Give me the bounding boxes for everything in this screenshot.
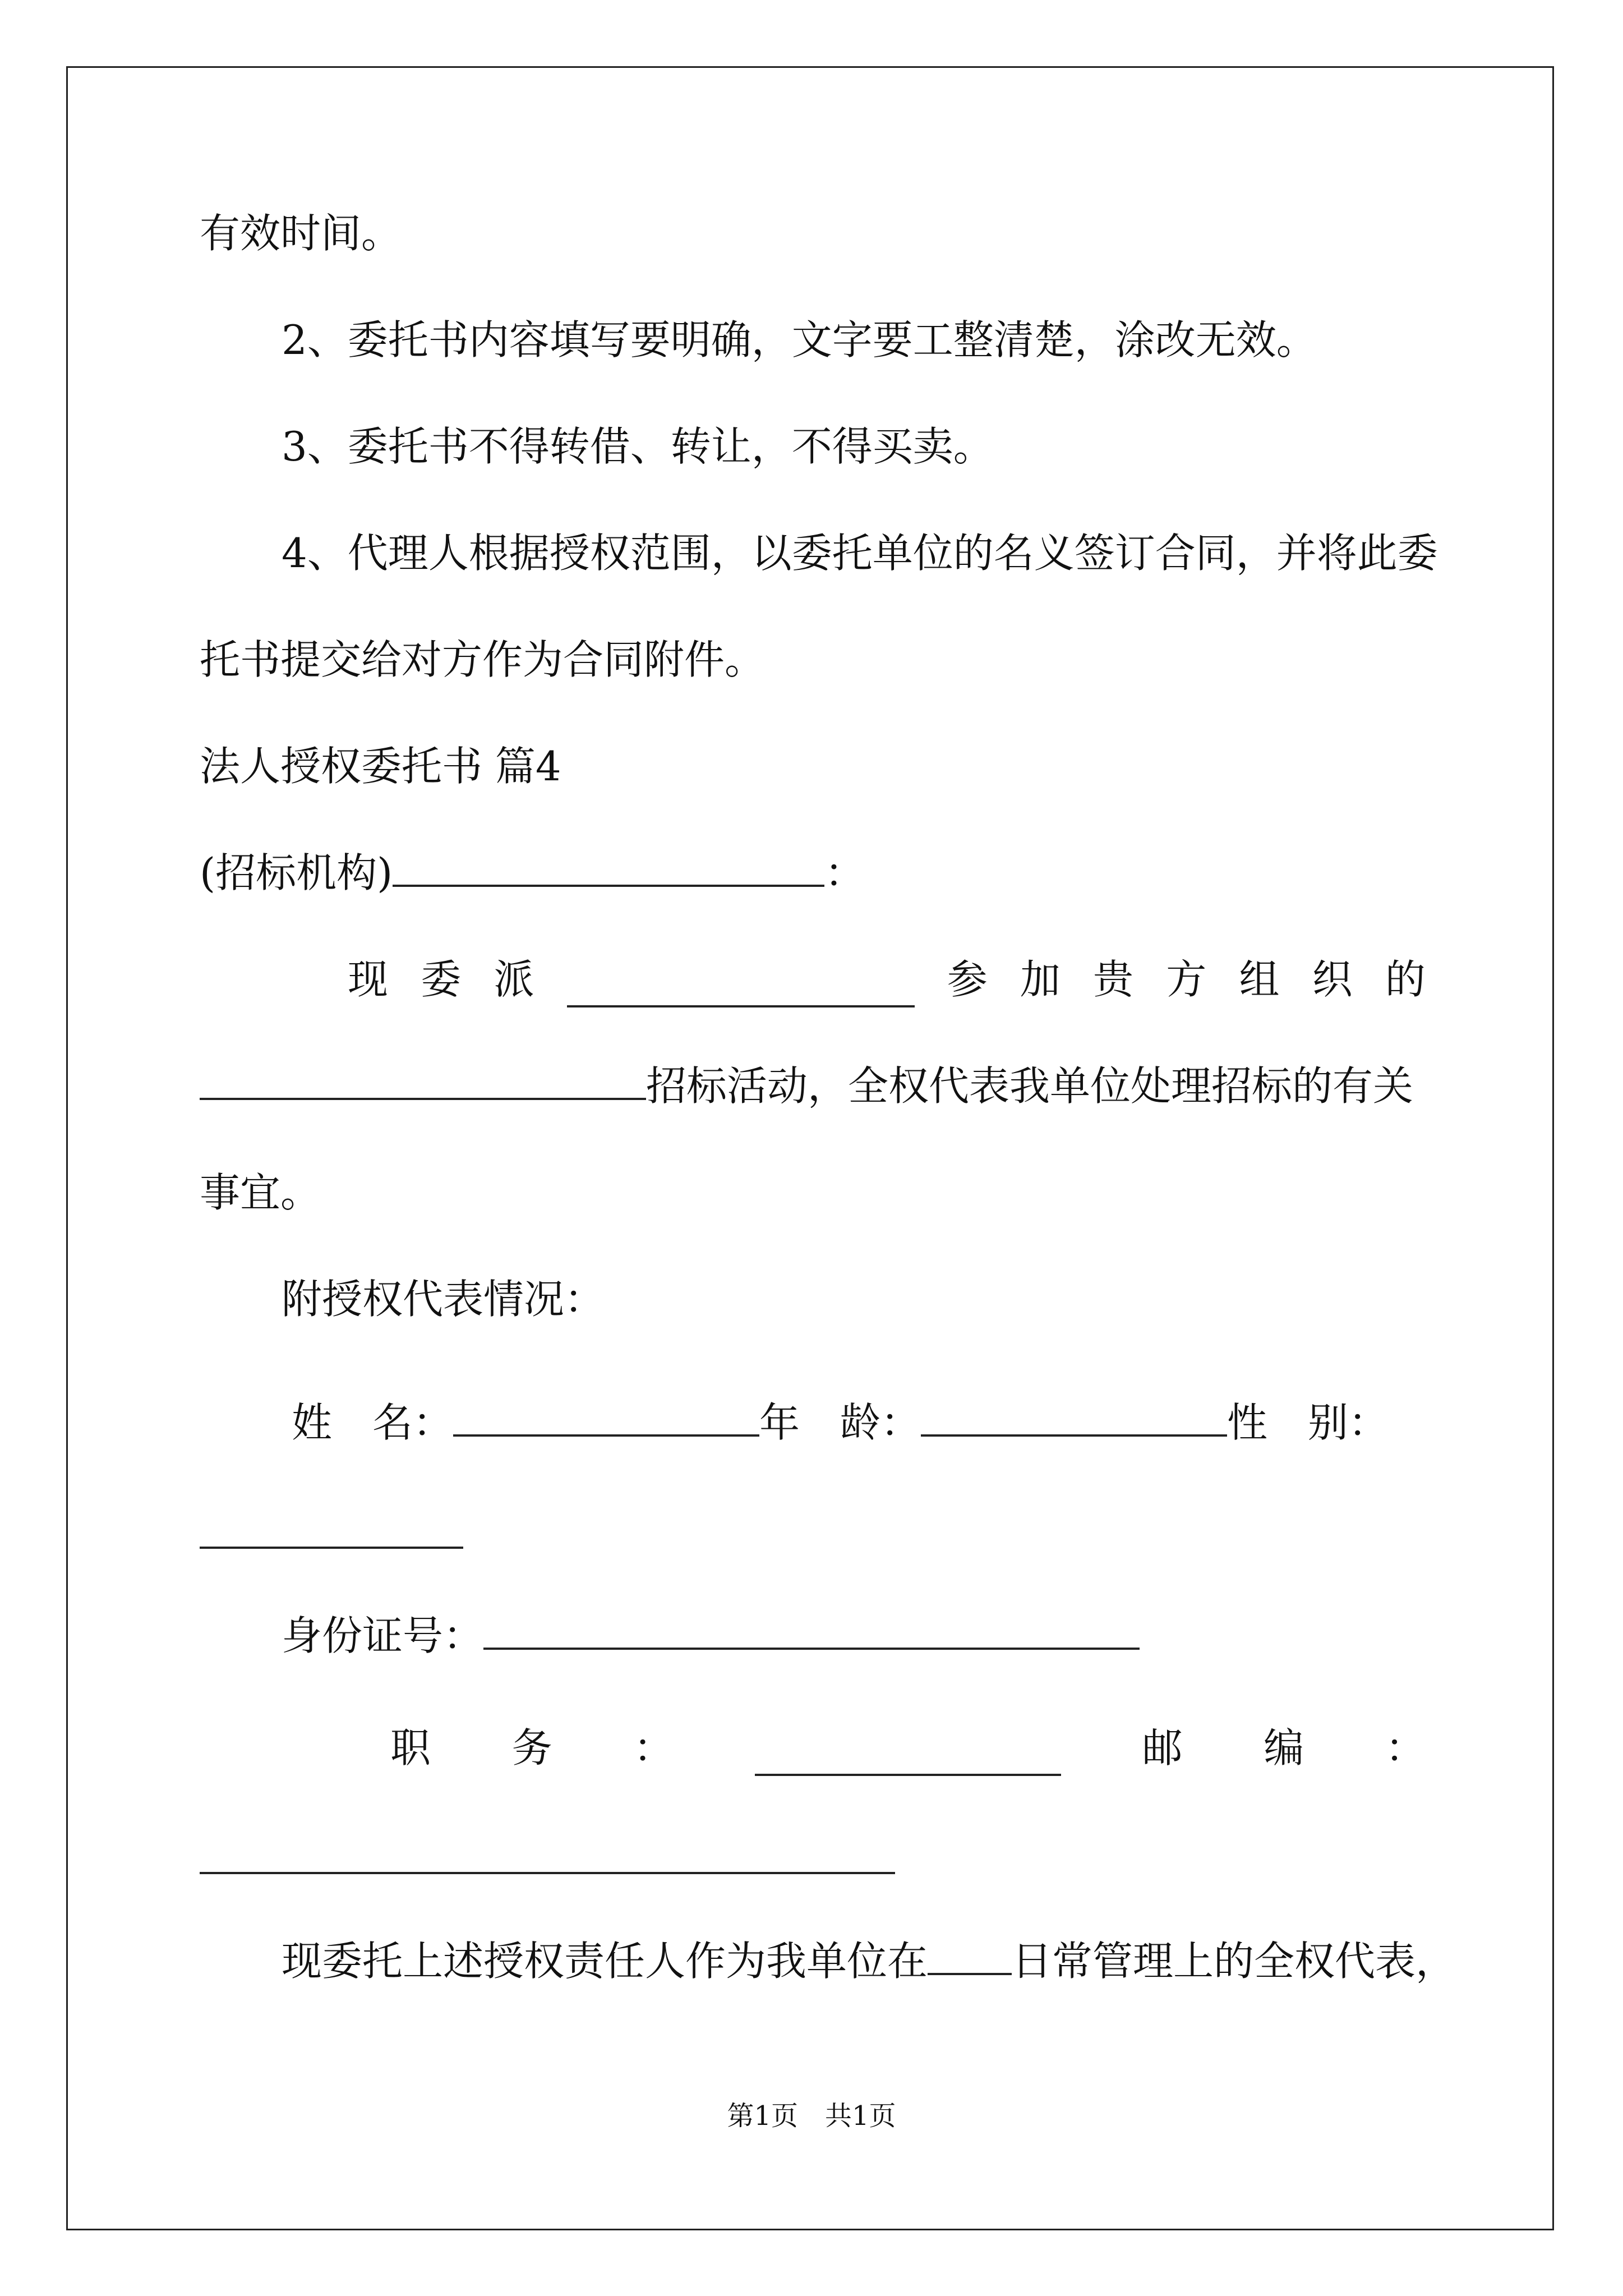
delegation-char: 现: [348, 956, 389, 1003]
addressee-line: [200, 845, 865, 901]
delegation-continued: [200, 1058, 1413, 1114]
addressee-prefix: (招标机构): [200, 849, 393, 896]
last-line-post: 日常管理上的全权代表，: [1012, 1938, 1456, 1985]
name-label: 姓 名：: [292, 1399, 454, 1446]
duty-char: 务: [511, 1724, 552, 1772]
id-line: [282, 1608, 1140, 1664]
addressee-blank[interactable]: [393, 845, 824, 887]
age-blank[interactable]: [921, 1395, 1227, 1437]
page-footer: 第1页 共1页: [727, 2100, 896, 2132]
gender-blank[interactable]: [200, 1507, 463, 1549]
delegation-line: [200, 951, 1426, 1007]
delegation-char: 贵: [1093, 956, 1134, 1003]
delegation-char: 派: [494, 956, 534, 1003]
delegate-name-blank[interactable]: [567, 966, 915, 1007]
personal-info-line: [292, 1395, 1389, 1451]
rep-heading: 附授权代表情况：: [282, 1276, 605, 1323]
text-line: 有效时间。: [200, 210, 402, 257]
delegation-char: 方: [1166, 956, 1207, 1003]
area-blank[interactable]: [928, 1934, 1012, 1975]
age-label: 年 龄：: [759, 1399, 921, 1446]
duty-char: 职: [390, 1724, 431, 1772]
text-line: 3、委托书不得转借、转让，不得买卖。: [282, 423, 994, 470]
page-border: [66, 66, 1554, 2230]
gender-label: 性 别：: [1227, 1399, 1389, 1446]
delegation-cont-text: 招标活动，全权代表我单位处理招标的有关: [646, 1062, 1414, 1110]
delegation-char: 委: [421, 956, 462, 1003]
colon: ：: [633, 1724, 674, 1772]
delegation-char: 织: [1312, 956, 1353, 1003]
duty-blank[interactable]: [755, 1734, 1061, 1776]
delegation-char: 组: [1239, 956, 1280, 1003]
text-line: 事宜。: [200, 1169, 321, 1216]
colon: ：: [1385, 1724, 1426, 1772]
id-label: 身份证号：: [282, 1612, 484, 1659]
postcode-char: 编: [1264, 1724, 1304, 1772]
last-line-pre: 现委托上述授权责任人作为我单位在: [282, 1938, 928, 1985]
gender-line: [200, 1507, 463, 1563]
postcode-char: 邮: [1142, 1724, 1183, 1772]
text-line: 4、代理人根据授权范围，以委托单位的名义签订合同，并将此委: [282, 530, 1438, 577]
id-blank[interactable]: [483, 1608, 1140, 1650]
last-line: [282, 1933, 1456, 1989]
delegation-char: 加: [1020, 956, 1061, 1003]
text-line: 托书提交给对方作为合同附件。: [200, 636, 766, 683]
text-line: 2、委托书内容填写要明确，文字要工整清楚，涂改无效。: [282, 316, 1317, 364]
postcode-blank[interactable]: [200, 1833, 895, 1874]
project-blank[interactable]: [200, 1059, 646, 1100]
colon: ：: [824, 849, 865, 896]
name-blank[interactable]: [453, 1395, 759, 1437]
duty-line: [200, 1720, 1426, 1776]
postcode-line: [200, 1832, 895, 1888]
delegation-char: 的: [1385, 956, 1426, 1003]
delegation-char: 参: [947, 956, 988, 1003]
section-title: 法人授权委托书 篇4: [200, 743, 561, 790]
